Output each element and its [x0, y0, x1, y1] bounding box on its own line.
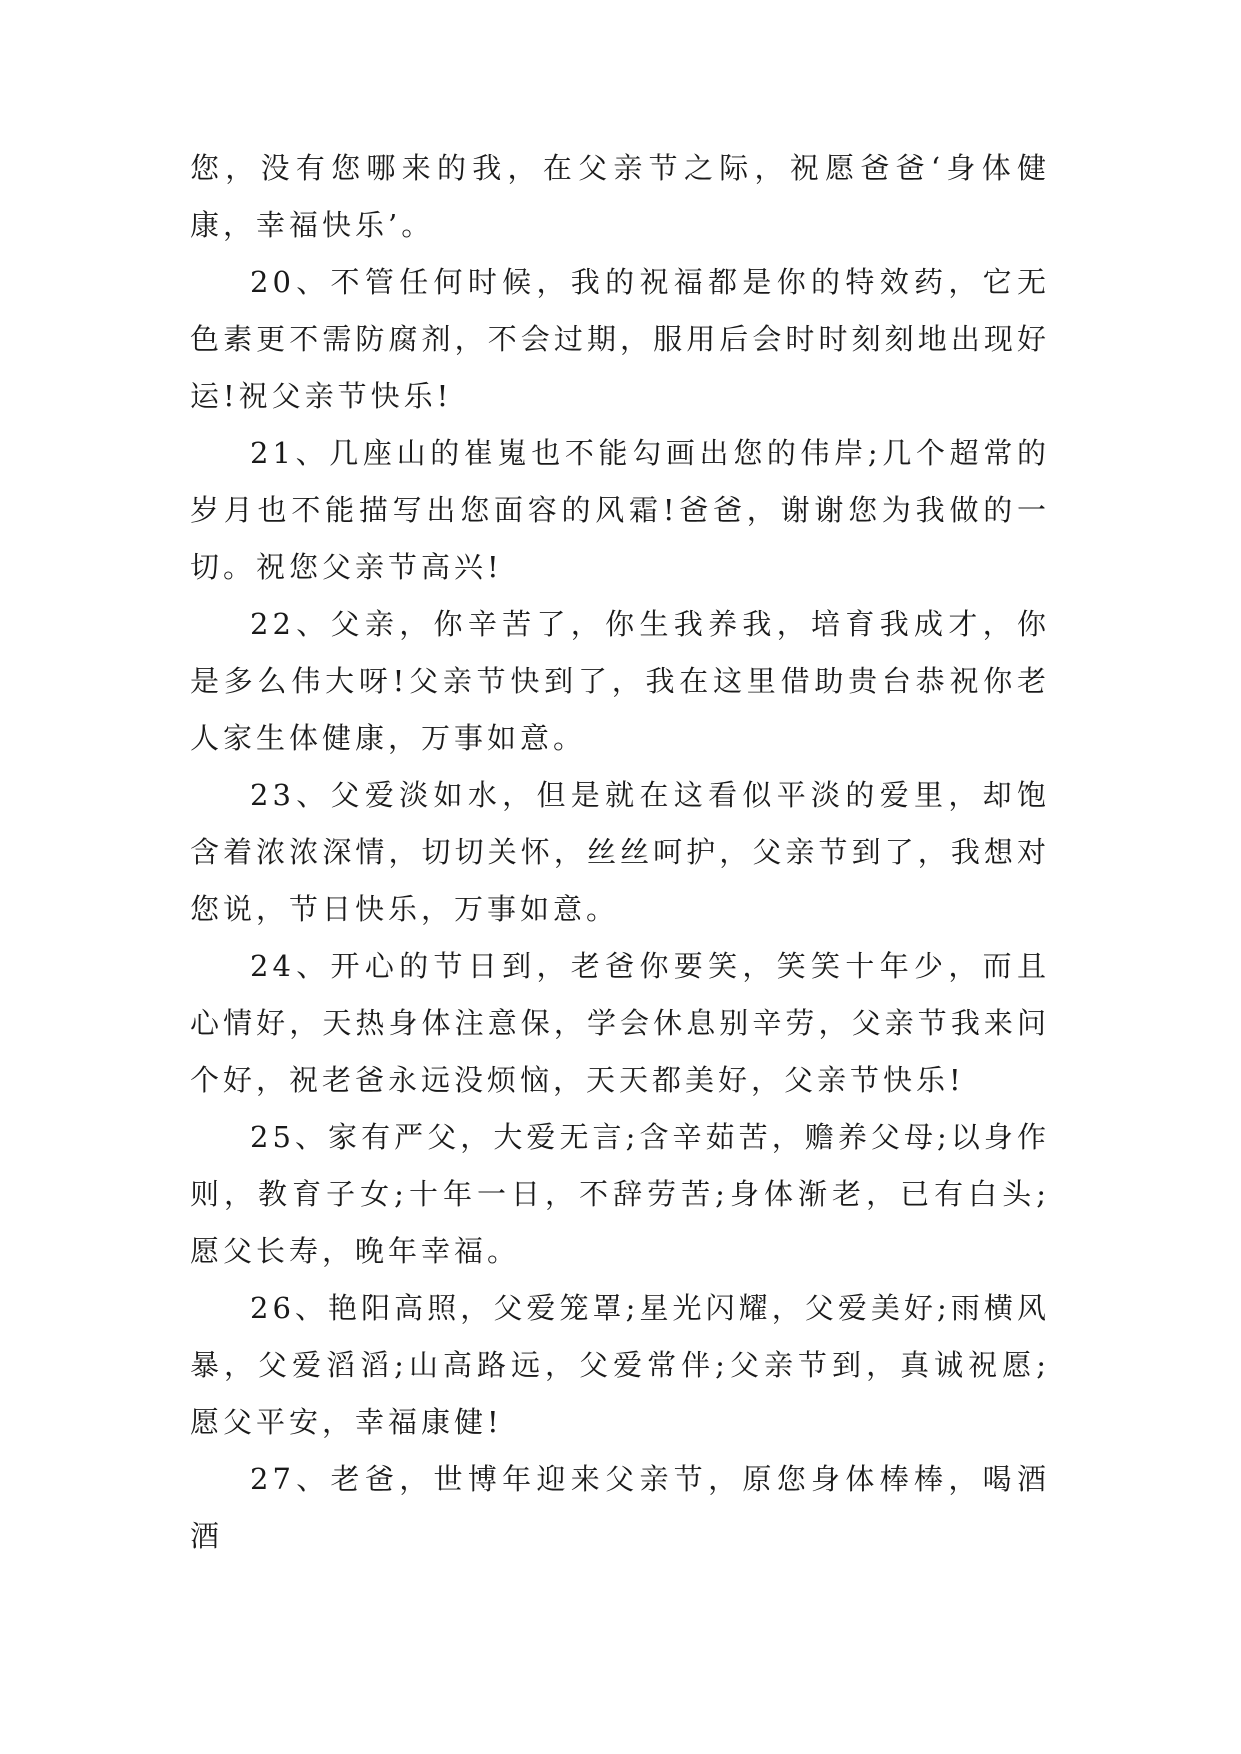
paragraph-22: 22、父亲，你辛苦了，你生我养我，培育我成才，你是多么伟大呀!父亲节快到了，我在这里借助贵台恭祝你老人家生体健康，万事如意。 [190, 607, 1050, 755]
paragraph-19-continued: 您，没有您哪来的我，在父亲节之际，祝愿爸爸‘身体健康，幸福快乐’。 [190, 151, 1050, 242]
paragraph-24: 24、开心的节日到，老爸你要笑，笑笑十年少，而且心情好，天热身体注意保，学会休息别辛劳，父亲节我来问个好，祝老爸永远没烦恼，天天都美好，父亲节快乐! [190, 949, 1050, 1097]
document-body [190, 140, 1050, 1565]
paragraph-23: 23、父爱淡如水，但是就在这看似平淡的爱里，却饱含着浓浓深情，切切关怀，丝丝呵护，父亲节到了，我想对您说，节日快乐，万事如意。 [190, 778, 1050, 926]
paragraph-26: 26、艳阳高照，父爱笼罩;星光闪耀，父爱美好;雨横风暴，父爱滔滔;山高路远，父爱常伴;父亲节到，真诚祝愿;愿父平安，幸福康健! [190, 1291, 1050, 1439]
paragraph-27: 27、老爸，世博年迎来父亲节，原您身体棒棒，喝酒酒 [190, 1462, 1050, 1553]
paragraph-21: 21、几座山的崔嵬也不能勾画出您的伟岸;几个超常的岁月也不能描写出您面容的风霜!爸爸，谢谢您为我做的一切。祝您父亲节高兴! [190, 436, 1050, 584]
paragraph-20: 20、不管任何时候，我的祝福都是你的特效药，它无色素更不需防腐剂，不会过期，服用后会时时刻刻地出现好运!祝父亲节快乐! [190, 265, 1050, 413]
paragraph-25: 25、家有严父，大爱无言;含辛茹苦，赡养父母;以身作则，教育子女;十年一日，不辞劳苦;身体渐老，已有白头;愿父长寿，晚年幸福。 [190, 1120, 1050, 1268]
